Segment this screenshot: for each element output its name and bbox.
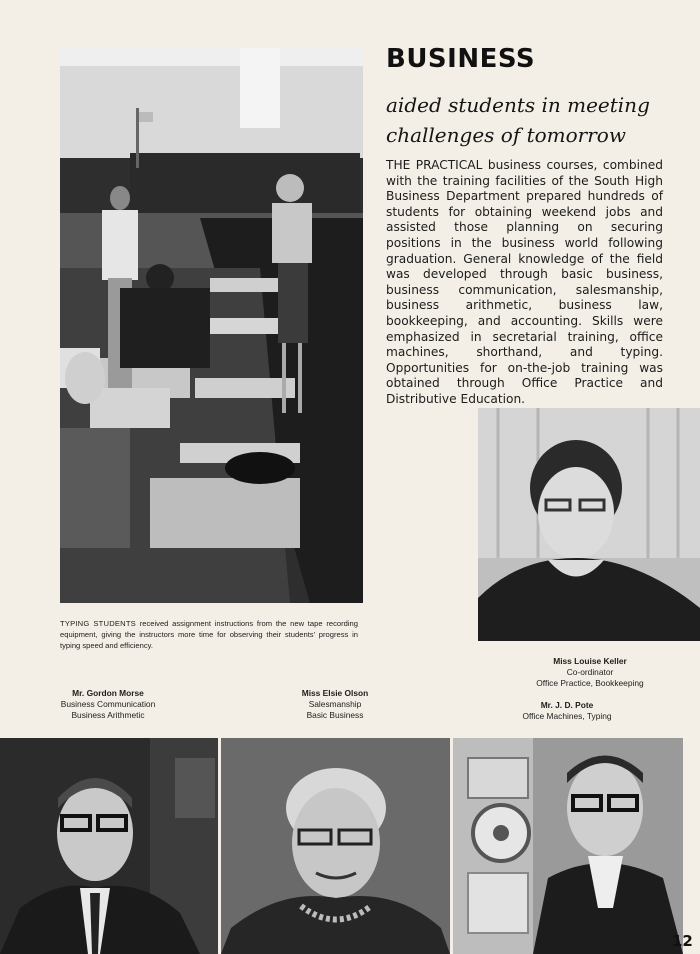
body-paragraph: THE PRACTICAL business courses, combined with the training facilities of the South High Business Department prepared hundreds of students for obtaining weekend jobs and assisted those planning on securing positions in the business world following graduation. General knowledge of the field was developed through basic business, business communication, salesmanship, business arithmetic, business law, bookkeeping, and accounting. Skills were emphasized in secretarial training, office machines, shorthand, and typing. Opportunities for on-the-job training was obtained through Office Practice and Distributive Education. xyxy=(386,158,663,406)
staff-label-pote xyxy=(502,700,632,722)
staff-role: Basic Business xyxy=(306,710,364,720)
staff-name: Miss Louise Keller xyxy=(553,656,627,666)
staff-name: Mr. J. D. Pote xyxy=(540,700,594,710)
morse-portrait xyxy=(0,738,218,954)
staff-label-keller xyxy=(520,656,660,689)
keller-portrait xyxy=(478,408,700,641)
staff-name: Miss Elsie Olson xyxy=(301,688,369,698)
staff-label-morse xyxy=(40,688,176,721)
subtitle-line-2: challenges of tomorrow xyxy=(386,123,626,147)
staff-role: Office Machines, Typing xyxy=(522,711,612,721)
page-number: 12 xyxy=(672,932,693,950)
olson-portrait xyxy=(221,738,450,954)
staff-role: Business Arithmetic xyxy=(71,710,145,720)
photo-caption xyxy=(60,618,358,651)
caption-lead: TYPING STUDENTS xyxy=(60,619,136,628)
staff-role: Salesmanship xyxy=(308,699,362,709)
pote-portrait xyxy=(453,738,683,954)
staff-name: Mr. Gordon Morse xyxy=(72,688,144,698)
subtitle-line-1: aided students in meeting xyxy=(386,93,650,117)
staff-role: Co-ordinator xyxy=(566,667,614,677)
staff-label-olson xyxy=(270,688,400,721)
staff-role: Office Practice, Bookkeeping xyxy=(536,678,644,688)
typing-classroom-photo xyxy=(60,48,363,603)
section-title: BUSINESS xyxy=(386,44,536,74)
staff-role: Business Communication xyxy=(60,699,156,709)
section-subtitle xyxy=(386,90,686,150)
caption-text: received assignment instructions from the new tape recording equipment, giving the instructors more time for observing their students' progress in typing speed and efficiency. xyxy=(60,619,358,650)
